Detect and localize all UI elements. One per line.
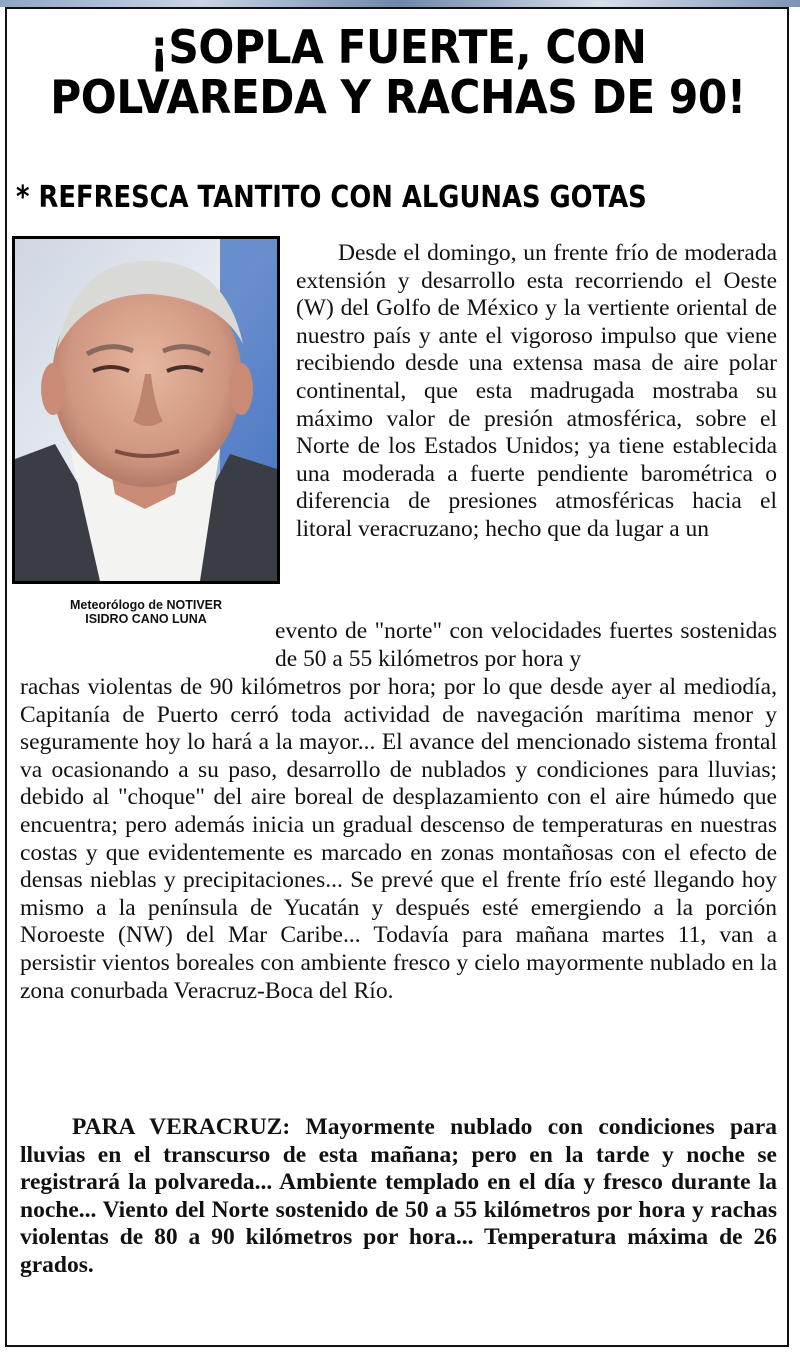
body-paragraph-part-3: rachas violentas de 90 kilómetros por hora; por lo que desde ayer al mediodía, Capitanía de Puerto cerró toda actividad de navegación marítima menor y seguramente hoy lo hará a la mayor... El avance del mencionado sistema frontal va ocasionando a su paso, desarrollo de nublados y condiciones para lluvias; debido al "choque" del aire boreal de desplazamiento con el aire húmedo que encuentra; pero además inicia un gradual descenso de temperaturas en nuestras costas y que evidentemente es marcado en zonas montañosas con el efecto de densas nieblas y precipitaciones... Se prevé que el frente frío esté llegando hoy mismo a la península de Yucatán y después esté emergiendo a la porción Noroeste (NW) del Mar Caribe... Todavía para mañana martes 11, van a persistir vientos boreales con ambiente fresco y cielo mayormente nublado en la zona conurbada Veracruz-Boca del Río. [20,674,777,1004]
portrait-illustration [15,239,277,581]
forecast-paragraph [20,1114,777,1280]
subheadline: * REFRESCA TANTITO CON ALGUNAS GOTAS [16,180,647,215]
headline: ¡SOPLA FUERTE, CON POLVAREDA Y RACHAS DE 90! [50,20,746,124]
caption-line-2: ISIDRO CANO LUNA [85,612,207,626]
forecast-text: Mayormente nublado con condiciones para lluvias en el transcurso de esta mañana; pero en la tarde y noche se registrará la polvareda... Ambiente templado en el día y fresco durante la noche... Viento del Norte sostenido de 50 a 55 kilómetros por hora y rachas violentas de 80 a 90 kilómetros por hora... Temperatura máxima de 26 grados. [20,1114,777,1278]
caption-line-1: Meteorólogo de NOTIVER [69,598,223,612]
body-paragraph-part-2: evento de "norte" con velocidades fuertes sostenidas de 50 a 55 kilómetros por hora y [275,618,777,672]
top-banner-strip [0,0,800,7]
forecast-label: PARA VERACRUZ: [72,1114,291,1140]
body-paragraph-part-1: Desde el domingo, un frente frío de moderada extensión y desarrollo esta recorriendo el Oeste (W) del Golfo de México y la vertiente oriental de nuestro país y ante el vigoroso impulso que viene recibiendo desde una extensa masa de aire polar continental, que esta madrugada mostraba su máximo valor de presión atmosférica, sobre el Norte de los Estados Unidos; ya tiene establecida una moderada a fuerte pendiente barométrica o diferencia de presiones atmosféricas hacia el litoral veracruzano; hecho que da lugar a un [296,240,777,542]
author-photo [12,236,280,584]
photo-caption [12,598,280,626]
